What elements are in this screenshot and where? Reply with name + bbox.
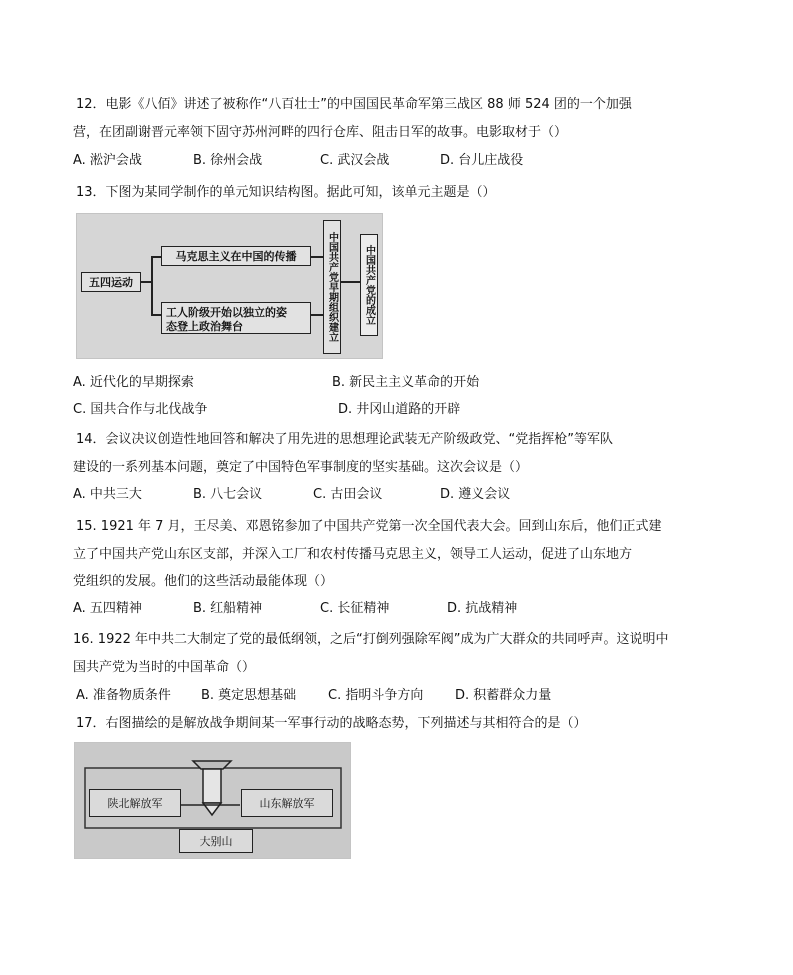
q14-option-a[interactable]: A. 中共三大: [73, 487, 142, 502]
q15-text-line2: 立了中国共产党山东区支部，并深入工厂和农村传播马克思主义，领导工人运动，促进了山东地方: [73, 547, 633, 562]
q12-option-a[interactable]: A. 淞沪会战: [73, 153, 142, 168]
q15-text-line1: 15. 1921 年 7 月，王尽美、邓恩铭参加了中国共产党第一次全国代表大会。回到山东后，他们正式建: [76, 519, 662, 534]
connector-branch2: [151, 314, 161, 316]
shaanbei-army-box: 陕北解放军: [89, 789, 181, 817]
branch2-line2: 态登上政治舞台: [166, 320, 243, 333]
q17-text-line1: 17．右图描绘的是解放战争期间某一军事行动的战略态势，下列描述与其相符合的是（）: [76, 716, 587, 731]
q15-option-d[interactable]: D. 抗战精神: [447, 601, 518, 616]
branch1-node: 马克思主义在中国的传播: [161, 246, 311, 266]
branch2-line1: 工人阶级开始以独立的姿: [166, 306, 287, 319]
connector-middle-final: [341, 281, 360, 283]
final-node: 中国共产党的成立: [360, 234, 378, 336]
connector-root: [141, 281, 151, 283]
connector-branch1-right: [311, 256, 323, 258]
q16-option-c[interactable]: C. 指明斗争方向: [328, 688, 424, 703]
q15-option-b[interactable]: B. 红船精神: [193, 601, 263, 616]
q15-text-line3: 党组织的发展。他们的这些活动最能体现（）: [73, 574, 334, 589]
middle-node: 中国共产党早期组织建立: [323, 220, 341, 354]
q16-text-line1: 16. 1922 年中共二大制定了党的最低纲领，之后“打倒列强除军阀”成为广大群众的共同呼声。这说明中: [73, 632, 669, 647]
q12-option-b[interactable]: B. 徐州会战: [193, 153, 263, 168]
q16-text-line2: 国共产党为当时的中国革命（）: [73, 660, 256, 675]
strategic-situation-diagram: [74, 742, 351, 859]
shandong-army-box: 山东解放军: [241, 789, 333, 817]
q16-option-b[interactable]: B. 奠定思想基础: [201, 688, 297, 703]
q12-text-line1: 12．电影《八佰》讲述了被称作“八百壮士”的中国国民革命军第三战区 88 师 524 团的一个加强: [76, 97, 632, 112]
q16-option-a[interactable]: A. 准备物质条件: [76, 688, 171, 703]
q12-option-d[interactable]: D. 台儿庄战役: [440, 153, 524, 168]
branch2-node: [161, 302, 311, 334]
root-node: 五四运动: [81, 272, 141, 292]
q14-option-b[interactable]: B. 八七会议: [193, 487, 263, 502]
q12-option-c[interactable]: C. 武汉会战: [320, 153, 390, 168]
q13-option-d[interactable]: D. 井冈山道路的开辟: [338, 402, 461, 417]
q13-option-b[interactable]: B. 新民主主义革命的开始: [332, 375, 480, 390]
connector-branch1: [151, 256, 161, 258]
q14-text-line1: 14．会议决议创造性地回答和解决了用先进的思想理论武装无产阶级政党、“党指挥枪”等军队: [76, 432, 614, 447]
q14-option-c[interactable]: C. 古田会议: [313, 487, 383, 502]
dabieshan-box: 大别山: [179, 829, 253, 853]
connector-vertical: [151, 256, 153, 314]
q13-option-c[interactable]: C. 国共合作与北伐战争: [73, 402, 208, 417]
q13-option-a[interactable]: A. 近代化的早期探索: [73, 375, 194, 390]
q12-text-line2: 营，在团副谢晋元率领下固守苏州河畔的四行仓库、阻击日军的故事。电影取材于（）: [73, 125, 568, 140]
q13-text-line1: 13．下图为某同学制作的单元知识结构图。据此可知，该单元主题是（）: [76, 185, 496, 200]
q14-text-line2: 建设的一系列基本问题，奠定了中国特色军事制度的坚实基础。这次会议是（）: [73, 460, 529, 475]
q15-option-a[interactable]: A. 五四精神: [73, 601, 142, 616]
q15-option-c[interactable]: C. 长征精神: [320, 601, 390, 616]
knowledge-structure-diagram: [76, 213, 383, 359]
connector-branch2-right: [311, 314, 323, 316]
q14-option-d[interactable]: D. 遵义会议: [440, 487, 511, 502]
q16-option-d[interactable]: D. 积蓄群众力量: [455, 688, 552, 703]
